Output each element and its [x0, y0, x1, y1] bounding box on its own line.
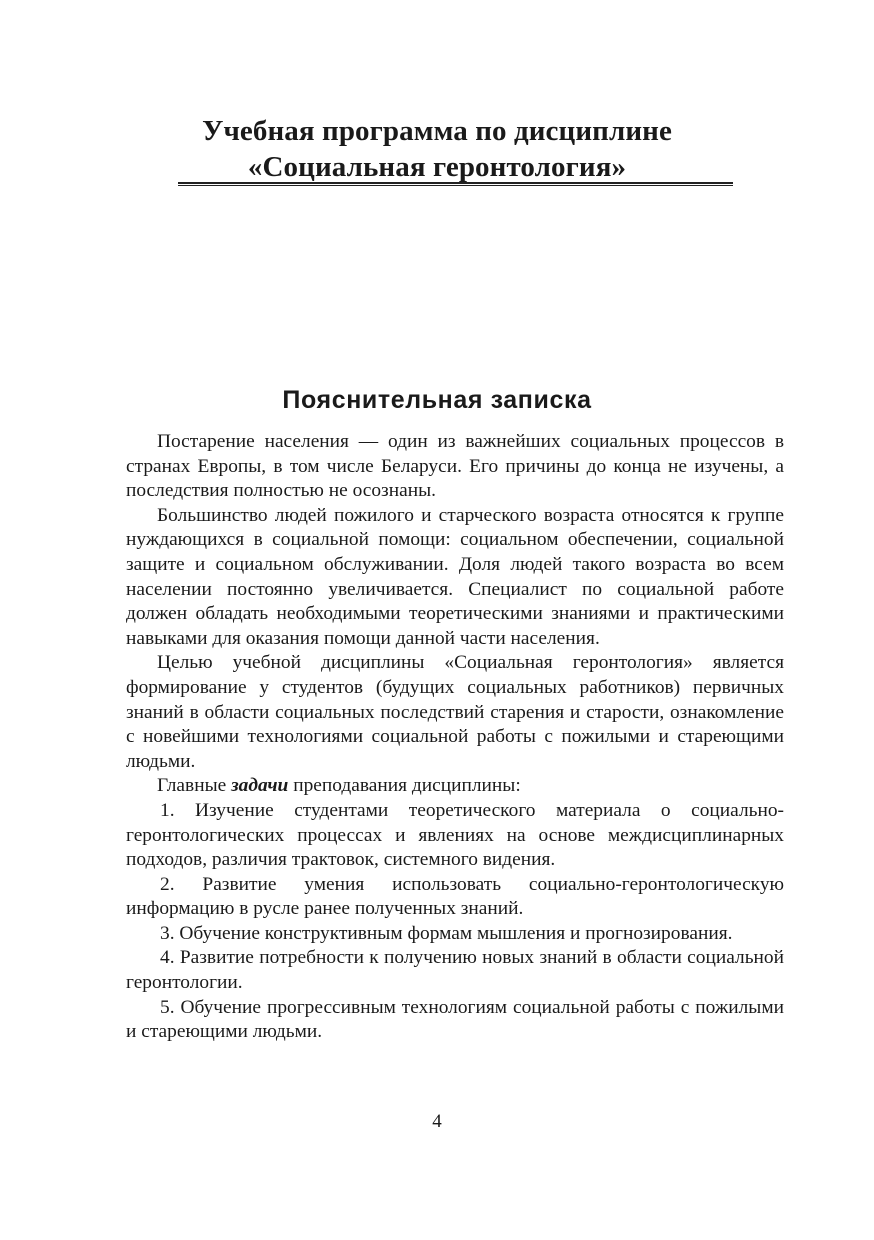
paragraph-1: Постарение населения — один из важнейших социальных процессов в странах Европы, в том числе Беларуси. Его причины до конца не изучены, а последствия полностью не осознаны.: [126, 431, 784, 502]
title-line-1: Учебная программа по дисциплине: [202, 115, 672, 147]
task-item-5: 5. Обучение прогрессивным технологиям социальной работы с пожилыми и стареющими людьми.: [126, 996, 784, 1043]
paragraph-2: Большинство людей пожилого и старческого возраста относятся к группе нуждающихся в социальной помощи: социальном обеспечении, социальной защите и социальном обслуживании. Доля людей такого возраста во всем населении постоянно увеличивается. Специалист по социальной работе должен обладать необходимыми теоретическими знаниями и практическими навыками для оказания помощи данной части населения.: [126, 504, 784, 649]
title-double-rule: [178, 182, 733, 186]
task-item-1: 1. Изучение студентами теоретического материала о социально-геронтологических процессах и явлениях на основе междисциплинарных подходов, различия трактовок, системного видения.: [126, 799, 784, 871]
page-title: [0, 113, 874, 185]
title-line-2: «Социальная геронтология»: [247, 151, 627, 183]
page-number: 4: [432, 1111, 442, 1132]
tasks-intro-after: преподавания дисциплины:: [288, 775, 521, 797]
task-item-3: 3. Обучение конструктивным формам мышления и прогнозирования.: [160, 922, 733, 944]
tasks-intro: [126, 774, 784, 799]
tasks-intro-before: Главные: [157, 775, 232, 797]
paragraph-3: Целью учебной дисциплины «Социальная геронтология» является формирование у студентов (будущих социальных работников) первичных знаний в области социальных последствий старения и старости, ознакомление с новейшими технологиями социальной работы с пожилыми и стареющими людьми.: [126, 652, 784, 772]
section-heading: Пояснительная записка: [282, 386, 592, 414]
task-item-2: 2. Развитие умения использовать социально-геронтологическую информацию в русле ранее полученных знаний.: [126, 873, 784, 920]
tasks-intro-emphasis: задачи: [231, 775, 289, 797]
task-item-4: 4. Развитие потребности к получению новых знаний в области социальной геронтологии.: [126, 947, 784, 994]
section-body: [126, 430, 784, 1045]
